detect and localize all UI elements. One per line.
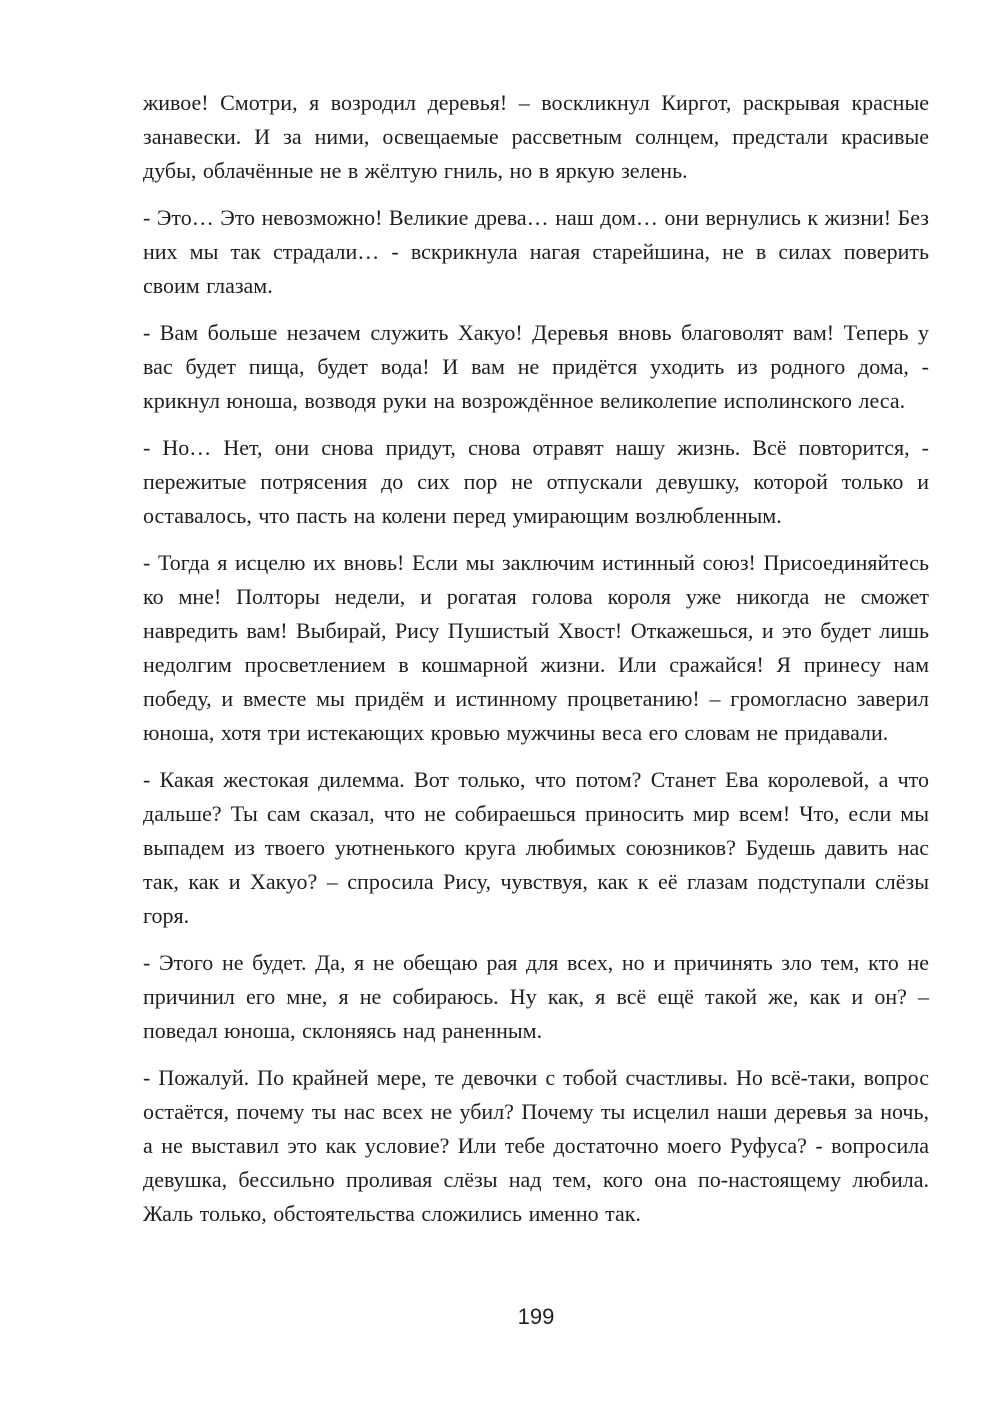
paragraph: живое! Смотри, я возродил деревья! – воскликнул Киргот, раскрывая красные занавески. И за ними, освещаемые рассветным солнцем, предстали красивые дубы, облачённые не в жёлтую гниль, но в яркую зелень. (143, 90, 929, 183)
paragraph: - Пожалуй. По крайней мере, те девочки с тобой счастливы. Но всё-таки, вопрос остаётся, почему ты нас всех не убил? Почему ты исцелил наши деревья за ночь, а не выставил это как условие? Или тебе достаточно моего Руфуса? - вопросила девушка, бессильно проливая слёзы над тем, кого она по-настоящему любила. Жаль только, обстоятельства сложились именно так. (143, 1065, 929, 1226)
paragraph: - Это… Это невозможно! Великие древа… наш дом… они вернулись к жизни! Без них мы так страдали… - вскрикнула нагая старейшина, не в силах поверить своим глазам. (143, 205, 929, 298)
paragraph: - Этого не будет. Да, я не обещаю рая для всех, но и причинять зло тем, кто не причинил его мне, я не собираюсь. Ну как, я всё ещё такой же, как и он? – поведал юноша, склоняясь над раненным. (143, 950, 929, 1043)
paragraph: - Но… Нет, они снова придут, снова отравят нашу жизнь. Всё повторится, - пережитые потрясения до сих пор не отпускали девушку, которой только и оставалось, что пасть на колени перед умирающим возлюбленным. (143, 435, 929, 528)
paragraph: - Какая жестокая дилемма. Вот только, что потом? Станет Ева королевой, а что дальше? Ты сам сказал, что не собираешься приносить мир всем! Что, если мы выпадем из твоего уютненького круга любимых союзников? Будешь давить нас так, как и Хакуо? – спросила Рису, чувствуя, как к её глазам подступали слёзы горя. (143, 767, 929, 928)
text-block (143, 86, 929, 1244)
paragraph: - Вам больше незачем служить Хакуо! Деревья вновь благоволят вам! Теперь у вас будет пища, будет вода! И вам не придётся уходить из родного дома, - крикнул юноша, возводя руки на возрождённое великолепие исполинского леса. (143, 320, 929, 413)
paragraph: - Тогда я исцелю их вновь! Если мы заключим истинный союз! Присоединяйтесь ко мне! Полторы недели, и рогатая голова короля уже никогда не сможет навредить вам! Выбирай, Рису Пушистый Хвост! Откажешься, и это будет лишь недолгим просветлением в кошмарной жизни. Или сражайся! Я принесу нам победу, и вместе мы придём и истинному процветанию! – громогласно заверил юноша, хотя три истекающих кровью мужчины веса его словам не придавали. (143, 550, 929, 745)
page-number: 199 (517, 1304, 555, 1329)
